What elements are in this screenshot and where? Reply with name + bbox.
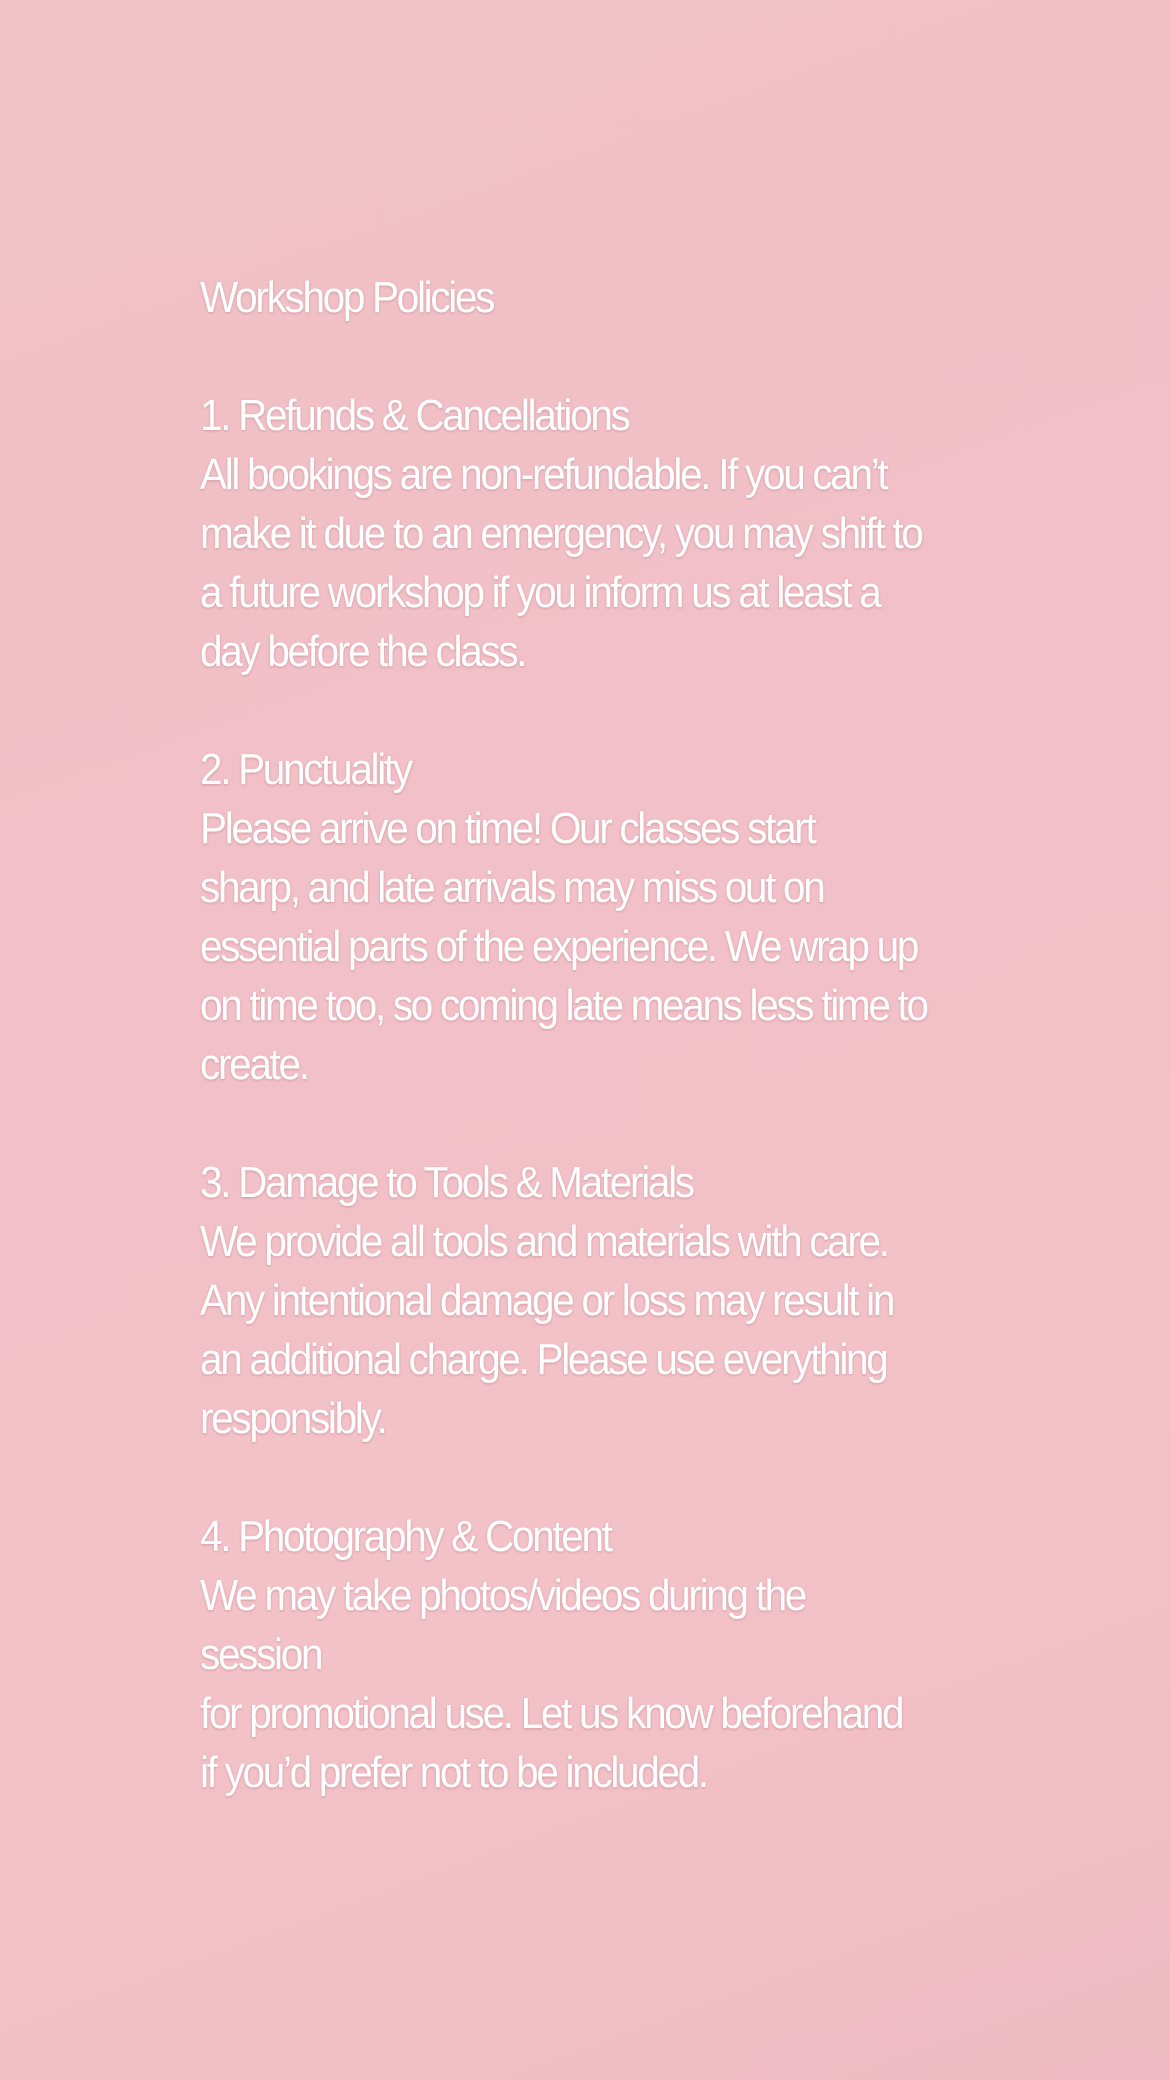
policy-section-punctuality xyxy=(200,740,927,1094)
section-heading: 2. Punctuality xyxy=(200,745,411,794)
page-title: Workshop Policies xyxy=(200,273,494,322)
policy-section-damage xyxy=(200,1153,927,1448)
policy-text-block xyxy=(200,268,927,1861)
section-heading: 4. Photography & Content xyxy=(200,1512,611,1561)
section-heading: 3. Damage to Tools & Materials xyxy=(200,1158,693,1207)
section-body: All bookings are non-refundable. If you can’t make it due to an emergency, you may shift to a future workshop if you inform us at least a day before the class. xyxy=(200,450,922,676)
section-body: We may take photos/videos during the session for promotional use. Let us know beforehand if you’d prefer not to be included. xyxy=(200,1571,903,1797)
section-body: We provide all tools and materials with care. Any intentional damage or loss may result in an additional charge. Please use everything responsibly. xyxy=(200,1217,894,1443)
section-heading: 1. Refunds & Cancellations xyxy=(200,391,629,440)
policy-section-refunds xyxy=(200,386,927,681)
policy-section-photography xyxy=(200,1507,927,1802)
section-body: Please arrive on time! Our classes start sharp, and late arrivals may miss out on essential parts of the experience. We wrap up on time too, so coming late means less time to create. xyxy=(200,804,927,1089)
